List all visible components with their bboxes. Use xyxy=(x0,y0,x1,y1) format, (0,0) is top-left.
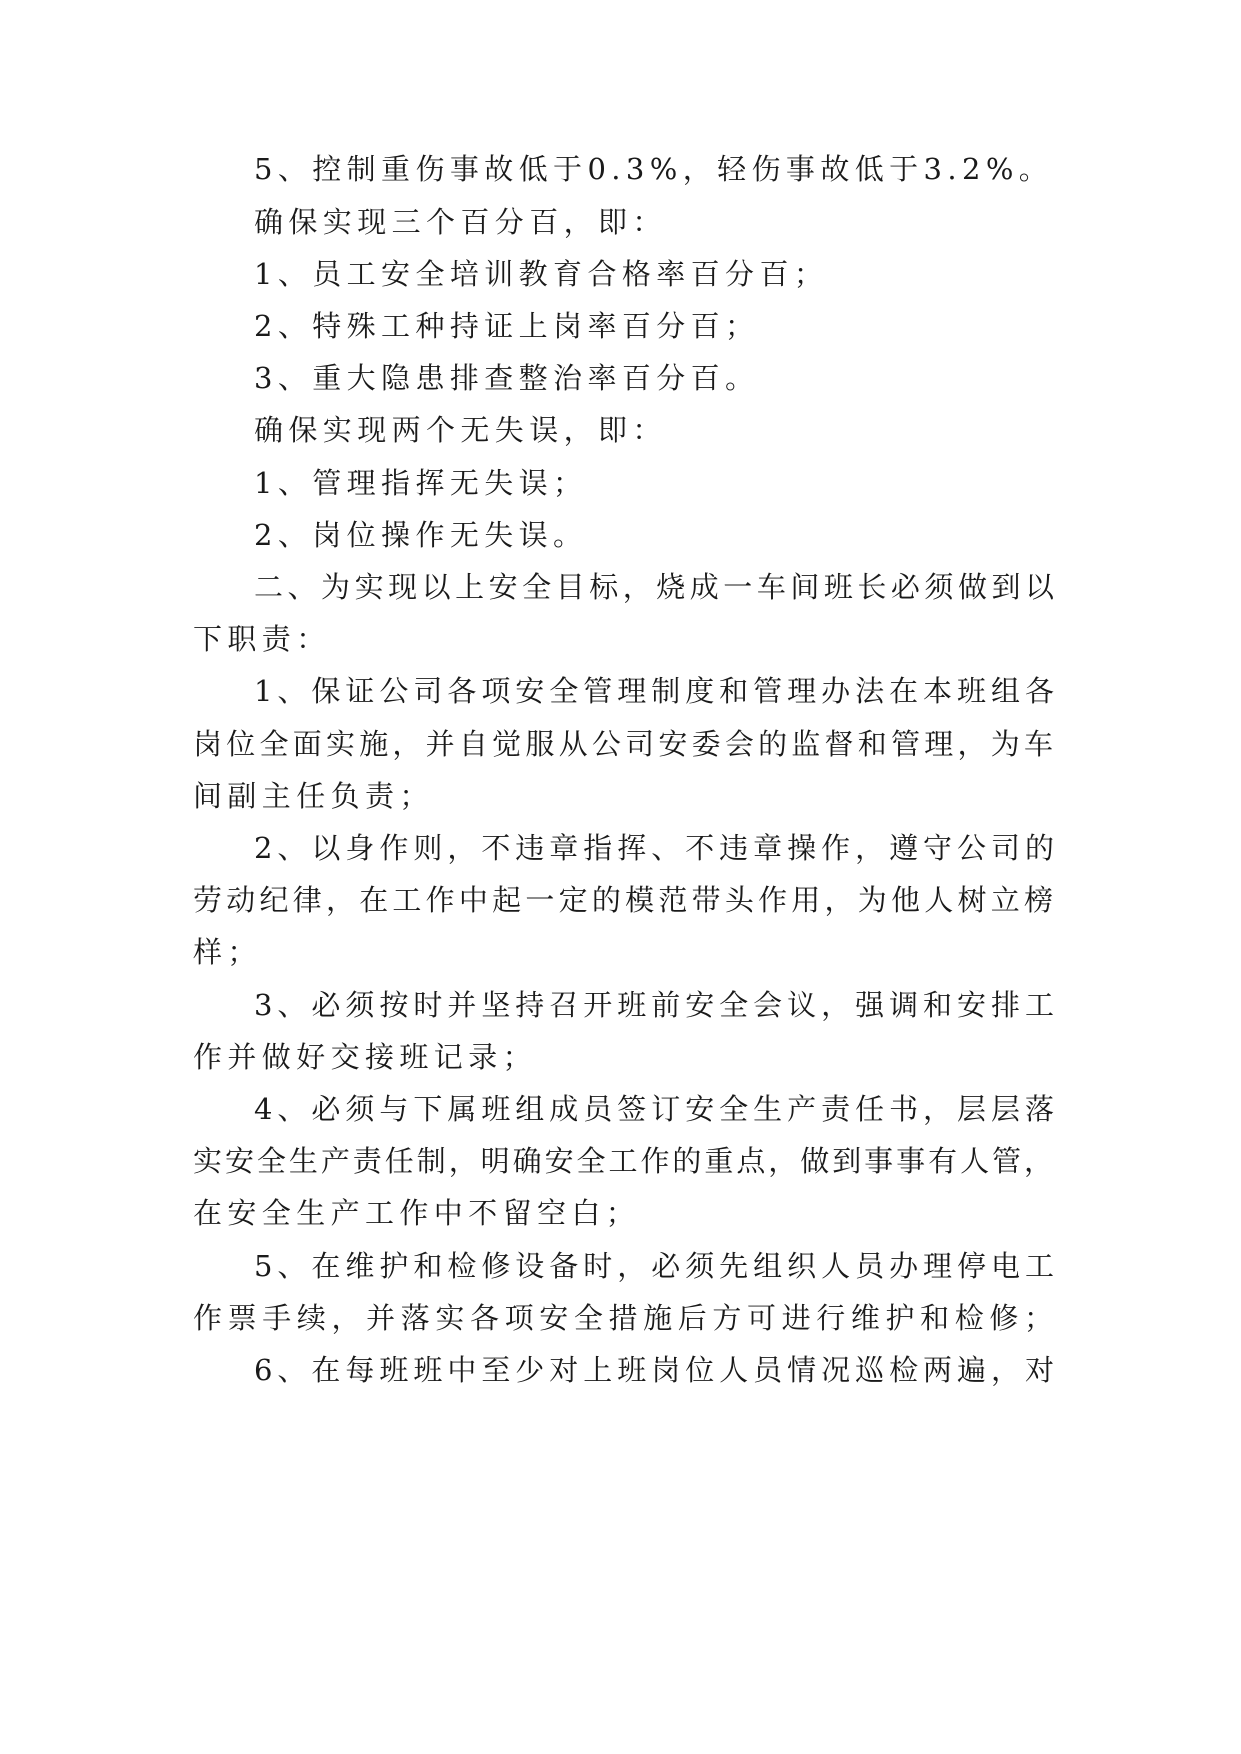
text-line: 2、岗位操作无失误。 xyxy=(254,518,588,552)
text-line: 1、员工安全培训教育合格率百分百； xyxy=(254,257,829,291)
text-line: 6、在每班班中至少对上班岗位人员情况巡检两遍，对 xyxy=(254,1353,1054,1387)
text-line: 在安全生产工作中不留空白； xyxy=(193,1196,641,1230)
text-line: 作票手续，并落实各项安全措施后方可进行维护和检修； xyxy=(193,1301,1053,1335)
text-line: 作并做好交接班记录； xyxy=(193,1040,538,1074)
text-line: 确保实现三个百分百，即： xyxy=(254,205,667,239)
text-line: 5、在维护和检修设备时，必须先组织人员办理停电工 xyxy=(254,1249,1054,1283)
text-line: 3、必须按时并坚持召开班前安全会议，强调和安排工 xyxy=(254,988,1054,1022)
text-line: 劳动纪律，在工作中起一定的模范带头作用，为他人树立榜 xyxy=(193,883,1053,917)
text-line: 2、以身作则，不违章指挥、不违章操作，遵守公司的 xyxy=(254,831,1054,865)
text-line: 下职责： xyxy=(193,622,331,656)
text-line: 2、特殊工种持证上岗率百分百； xyxy=(254,309,760,343)
text-line: 5、控制重伤事故低于0.3%，轻伤事故低于3.2%。 xyxy=(254,152,1054,186)
text-line: 1、保证公司各项安全管理制度和管理办法在本班组各 xyxy=(254,674,1054,708)
text-line: 间副主任负责； xyxy=(193,779,434,813)
text-line: 4、必须与下属班组成员签订安全生产责任书，层层落 xyxy=(254,1092,1054,1126)
text-line: 样； xyxy=(193,935,262,969)
text-line: 3、重大隐患排查整治率百分百。 xyxy=(254,361,760,395)
text-line: 岗位全面实施，并自觉服从公司安委会的监督和管理，为车 xyxy=(193,727,1053,761)
text-line: 实安全生产责任制，明确安全工作的重点，做到事事有人管， xyxy=(193,1144,1053,1178)
text-line: 二、为实现以上安全目标，烧成一车间班长必须做到以 xyxy=(254,570,1054,604)
text-line: 确保实现两个无失误，即： xyxy=(254,413,667,447)
text-line: 1、管理指挥无失误； xyxy=(254,466,588,500)
